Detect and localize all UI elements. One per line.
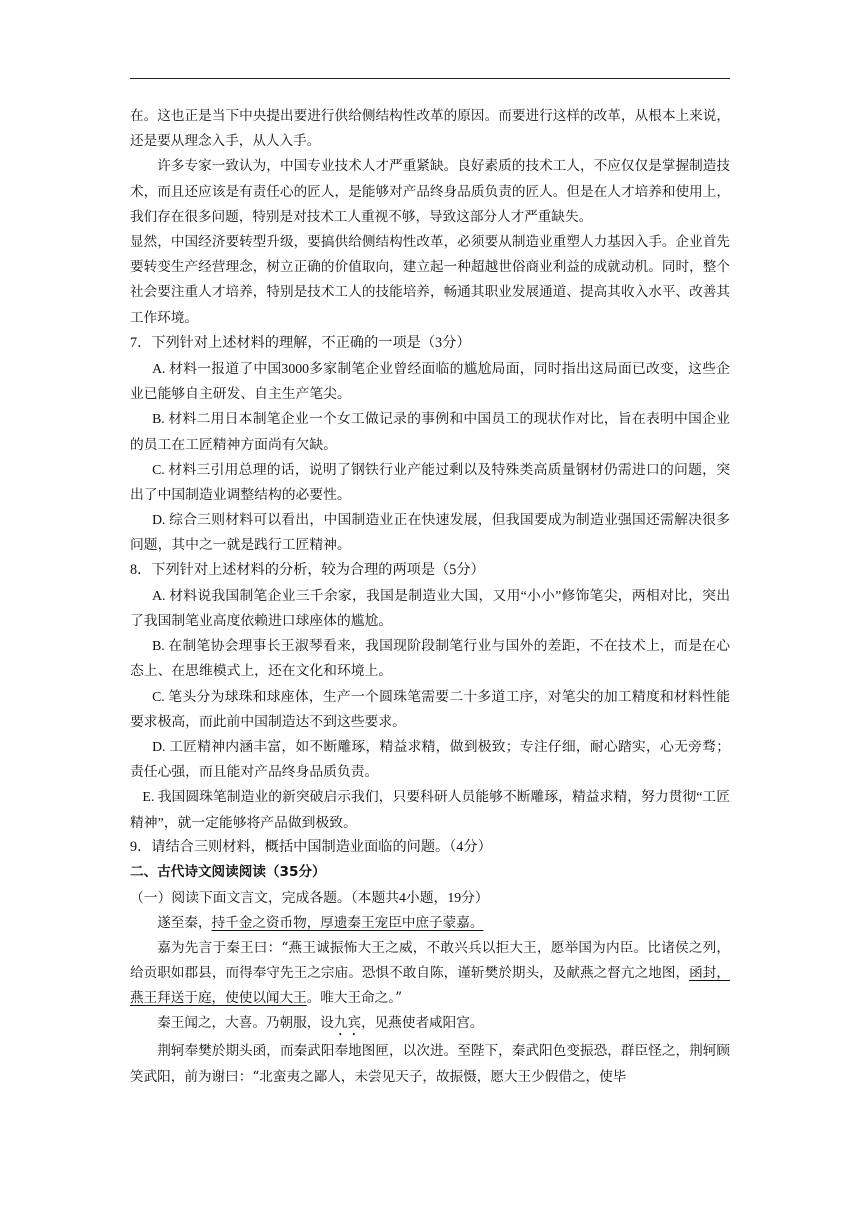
- question-8-option-a: A. 材料说我国制笔企业三千余家，我国是制造业大国，又用“小小”修饰笔尖，两相对比，突出了我国制笔业高度依赖进口球座体的尴尬。: [130, 587, 730, 629]
- classical-underlined-sentence-2: 函封，燕王拜送于庭，使使以闻大王: [130, 964, 731, 1007]
- question-8-option-d: D. 工匠精神内涵丰富，如不断雕琢，精益求精，做到极致；专注仔细，耐心踏实，心无旁骛；责任心强，而且能对产品终身品质负责。: [130, 739, 730, 780]
- classical-dotted-word: 九宾: [333, 1015, 362, 1032]
- classical-underlined-sentence-1: 持千金之资币物，厚遗秦王宠臣中庶子蒙嘉。: [211, 914, 484, 931]
- header-rule: [130, 78, 730, 79]
- question-7-stem: 7．下列针对上述材料的理解，不正确的一项是（3分）: [130, 334, 471, 351]
- classical-line-2: [130, 936, 730, 1012]
- question-8-option-c: C. 笔头分为球珠和球座体，生产一个圆珠笔需要二十多道工序，对笔尖的加工精度和材料性能要求极高，而此前中国制造达不到这些要求。: [130, 688, 730, 729]
- question-8-option-e: E. 我国圆珠笔制造业的新突破启示我们，只要科研人员能够不断雕琢，精益求精，努力贯彻“工匠精神”，就一定能够将产品做到极致。: [130, 789, 730, 830]
- classical-line-1-text: 遂至秦，: [157, 914, 212, 931]
- classical-line-2-tail: 。唯大王命之。”: [306, 990, 403, 1007]
- question-7-option-c: C. 材料三引用总理的话，说明了钢铁行业产能过剩以及特殊类高质量钢材仍需进口的问题，突出了中国制造业调整结构的必要性。: [130, 461, 730, 503]
- material-paragraph-3: 显然，中国经济要转型升级，要搞供给侧结构性改革，必须要从制造业重塑人力基因入手。企业首先要转变生产经营理念，树立正确的价值取向，建立起一种超越世俗商业利益的成就动机。同时，整个社会要注重人才培养，特别是技术工人的技能培养，畅通其职业发展通道、提高其收入水平、改善其工作环境。: [130, 234, 730, 326]
- material-paragraph-1: 在。这也正是当下中央提出要进行供给侧结构性改革的原因。而要进行这样的改革，从根本上来说，还是要从理念入手，从人入手。: [130, 108, 730, 150]
- question-7-option-a: A. 材料一报道了中国3000多家制笔企业曾经面临的尴尬局面，同时指出这局面已改变，这些企业已能够自主研发、自主生产笔尖。: [130, 361, 730, 402]
- classical-line-3-text: 秦王闻之，大喜。乃朝服，设: [157, 1015, 334, 1032]
- question-9-stem: 9．请结合三则材料，概括中国制造业面临的问题。（4分）: [130, 838, 492, 855]
- material-paragraph-2: 许多专家一致认为，中国专业技术人才严重紧缺。良好素质的技术工人，不应仅仅是掌握制造技术，而且还应该是有责任心的匠人，是能够对产品终身品质负责的匠人。但是在人才培养和使用上，我们存在很多问题，特别是对技术工人重视不够，导致这部分人才严重缺失。: [130, 158, 730, 225]
- section-2-subtitle: （一）阅读下面文言文，完成各题。（本题共4小题，19分）: [130, 890, 489, 906]
- section-2-title: 二、古代诗文阅读阅读（35分）: [130, 864, 326, 881]
- classical-line-3: [130, 1011, 730, 1039]
- classical-line-2-text: 嘉为先言于秦王曰：“燕王诚振怖大王之威，不敢兴兵以拒大王，愿举国为内臣。比诸侯之列，给贡职如郡县，而得奉守先王之宗庙。恐惧不敢自陈，谨斩樊於期头，及献燕之督亢之地图，: [130, 939, 730, 981]
- classical-line-4: 荆轲奉樊於期头函，而秦武阳奉地图匣，以次进。至陛下，秦武阳色变振恐，群臣怪之，荆轲顾笑武阳，前为谢曰：“北蛮夷之鄙人，未尝见天子，故振慑，愿大王少假借之，使毕: [130, 1043, 730, 1085]
- page-content: [130, 104, 730, 1090]
- classical-line-3-tail: ，见燕使者咸阳宫。: [361, 1015, 484, 1032]
- question-7-option-d: D. 综合三则材料可以看出，中国制造业正在快速发展，但我国要成为制造业强国还需解决很多问题，其中之一就是践行工匠精神。: [130, 512, 730, 553]
- question-7-option-b: B. 材料二用日本制笔企业一个女工做记录的事例和中国员工的现状作对比，旨在表明中国企业的员工在工匠精神方面尚有欠缺。: [130, 411, 730, 452]
- question-8-stem: 8．下列针对上述材料的分析，较为合理的两项是（5分）: [130, 561, 485, 578]
- classical-line-1: [130, 911, 730, 936]
- question-8-option-b: B. 在制笔协会理事长王淑琴看来，我国现阶段制笔行业与国外的差距，不在技术上，而是在心态上、在思维模式上，还在文化和环境上。: [130, 638, 730, 679]
